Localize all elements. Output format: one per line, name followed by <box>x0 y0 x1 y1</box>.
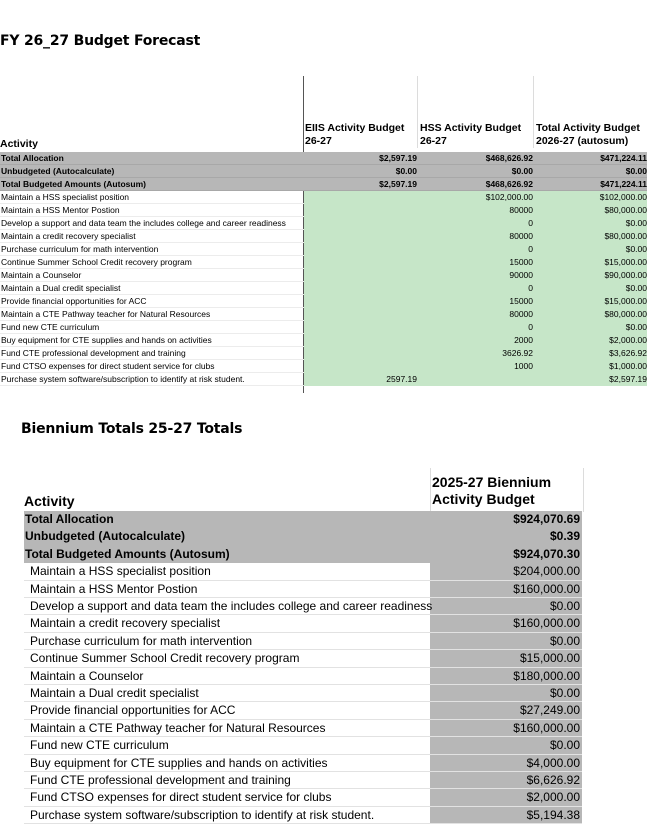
column-divider <box>417 76 418 148</box>
hss-value: 80000 <box>509 231 533 241</box>
activity-label: Fund CTSO expenses for direct student service for clubs <box>1 361 215 371</box>
activity-label: Provide financial opportunities for ACC <box>30 703 236 718</box>
hss-value: $102,000.00 <box>485 192 533 202</box>
activity-label: Maintain a HSS Mentor Postion <box>30 581 198 596</box>
activity-label: Provide financial opportunities for ACC <box>1 296 147 306</box>
activity-label: Maintain a HSS specialist position <box>30 564 211 579</box>
eiis-value: $2,597.19 <box>379 153 417 163</box>
budget-value: $5,194.38 <box>526 807 580 822</box>
hss-value: 1000 <box>514 361 533 371</box>
activity-label: Fund CTSO expenses for direct student service for clubs <box>30 790 332 805</box>
header-eiis <box>305 122 404 148</box>
budget-cell-fill <box>304 321 647 334</box>
budget-value: $160,000.00 <box>513 720 580 735</box>
header-eiis-line2: 26-27 <box>305 135 332 147</box>
activity-label: Maintain a credit recovery specialist <box>30 616 221 631</box>
table-row <box>0 347 647 360</box>
header-budget <box>432 474 551 508</box>
activity-label: Maintain a Dual credit specialist <box>30 686 199 700</box>
total-value: $80,000.00 <box>604 205 647 215</box>
table-row <box>24 737 582 754</box>
column-divider <box>533 76 534 148</box>
summary-row <box>0 178 647 191</box>
table-row <box>24 650 582 667</box>
table-row <box>24 755 582 772</box>
header-total-line1: Total Activity Budget <box>536 122 640 134</box>
header-eiis-line1: EIIS Activity Budget <box>305 122 405 134</box>
budget-cell-fill <box>304 256 647 269</box>
activity-label: Continue Summer School Credit recovery program <box>30 651 300 666</box>
total-value: $0.00 <box>625 283 647 293</box>
table-row <box>0 243 647 256</box>
activity-label: Purchase system software/subscription to identify at risk student. <box>1 374 245 384</box>
total-value: $102,000.00 <box>599 192 647 202</box>
summary-row <box>24 546 582 563</box>
summary-row <box>24 511 582 528</box>
budget-value: $160,000.00 <box>513 581 580 596</box>
hss-value: 80000 <box>509 309 533 319</box>
hss-value: 0 <box>528 244 533 254</box>
table-row <box>24 789 582 806</box>
activity-label: Total Budgeted Amounts (Autosum) <box>25 546 230 561</box>
activity-label: Develop a support and data team the includes college and career readiness <box>1 218 286 228</box>
activity-label: Purchase system software/subscription to identify at risk student. <box>30 807 375 822</box>
budget-value: $0.00 <box>549 599 580 613</box>
header-total <box>536 122 640 148</box>
summary-row <box>0 165 647 178</box>
table-row <box>24 702 582 719</box>
activity-label: Develop a support and data team the includes college and career readiness <box>30 599 433 613</box>
activity-label: Fund CTE professional development and training <box>30 773 291 787</box>
summary-row <box>24 528 582 545</box>
table-row <box>0 360 647 373</box>
header-hss-line2: 26-27 <box>420 135 447 147</box>
total-value: $15,000.00 <box>604 296 647 306</box>
hss-value: $0.00 <box>511 166 533 176</box>
table-row <box>0 308 647 321</box>
total-value: $3,626.92 <box>609 348 647 358</box>
total-value: $80,000.00 <box>604 231 647 241</box>
budget-cell-fill <box>304 308 647 321</box>
activity-label: Maintain a CTE Pathway teacher for Natural Resources <box>1 309 211 319</box>
hss-value: 90000 <box>509 270 533 280</box>
budget-value: $924,070.30 <box>513 546 580 561</box>
header-budget-line2: Activity Budget <box>432 491 535 507</box>
eiis-value: $2,597.19 <box>379 179 417 189</box>
hss-value: 0 <box>528 283 533 293</box>
table-row <box>0 321 647 334</box>
budget-cell-fill <box>304 373 647 386</box>
table-row <box>24 563 582 580</box>
total-value: $2,000.00 <box>609 335 647 345</box>
budget-cell-fill <box>304 269 647 282</box>
header-total-line2: 2026-27 (autosum) <box>536 135 629 147</box>
total-value: $80,000.00 <box>604 309 647 319</box>
table-row <box>24 633 582 650</box>
activity-label: Fund new CTE curriculum <box>1 322 100 332</box>
budget-cell-fill <box>304 191 647 204</box>
total-value: $1,000.00 <box>609 361 647 371</box>
budget-value: $2,000.00 <box>526 790 580 805</box>
activity-label: Purchase curriculum for math intervention <box>30 633 253 648</box>
activity-label: Maintain a Counselor <box>1 270 82 280</box>
budget-value: $27,249.00 <box>519 703 580 718</box>
budget-value: $0.00 <box>549 686 580 700</box>
table-row <box>0 269 647 282</box>
hss-value: 15000 <box>509 257 533 267</box>
budget-cell-fill <box>304 334 647 347</box>
hss-value: 0 <box>528 322 533 332</box>
budget-cell-fill <box>304 230 647 243</box>
activity-label: Unbudgeted (Autocalculate) <box>1 166 115 176</box>
activity-label: Total Allocation <box>25 512 114 526</box>
total-value: $2,597.19 <box>609 374 647 384</box>
table-row <box>24 668 582 685</box>
table-row <box>0 230 647 243</box>
header-budget-line1: 2025-27 Biennium <box>432 474 552 490</box>
biennium-title: Biennium Totals 25-27 Totals <box>21 421 243 437</box>
table-row <box>24 598 582 615</box>
activity-label: Maintain a Counselor <box>30 668 144 683</box>
table-row <box>0 282 647 295</box>
budget-value: $0.39 <box>549 529 580 544</box>
header-hss <box>420 122 521 148</box>
table-row <box>0 191 647 204</box>
table-row <box>0 256 647 269</box>
table-row <box>24 772 582 789</box>
activity-label: Buy equipment for CTE supplies and hands on activities <box>1 335 212 345</box>
budget-value: $15,000.00 <box>519 651 580 666</box>
activity-label: Maintain a CTE Pathway teacher for Natural Resources <box>30 720 326 735</box>
activity-label: Maintain a Dual credit specialist <box>1 283 121 293</box>
activity-label: Unbudgeted (Autocalculate) <box>25 529 186 544</box>
total-value: $0.00 <box>625 218 647 228</box>
budget-value: $6,626.92 <box>526 773 580 787</box>
activity-label: Total Budgeted Amounts (Autosum) <box>1 179 146 189</box>
forecast-title: FY 26_27 Budget Forecast <box>0 33 201 49</box>
eiis-value: $0.00 <box>395 166 417 176</box>
table-row <box>24 615 582 632</box>
activity-label: Fund new CTE curriculum <box>30 738 169 753</box>
activity-label: Maintain a HSS Mentor Postion <box>1 205 120 215</box>
budget-cell-fill <box>304 217 647 230</box>
table-row <box>24 581 582 598</box>
summary-row <box>0 152 647 165</box>
header-activity: Activity <box>24 493 75 509</box>
activity-label: Total Allocation <box>1 153 64 163</box>
budget-value: $204,000.00 <box>513 564 580 579</box>
header-hss-line1: HSS Activity Budget <box>420 122 522 134</box>
total-value: $0.00 <box>625 166 647 176</box>
table-row <box>0 204 647 217</box>
budget-value: $0.00 <box>549 633 580 648</box>
budget-cell-fill <box>304 295 647 308</box>
total-value: $15,000.00 <box>604 257 647 267</box>
hss-value: 15000 <box>509 296 533 306</box>
activity-label: Buy equipment for CTE supplies and hands on activities <box>30 755 328 770</box>
eiis-value: 2597.19 <box>386 374 417 384</box>
budget-value: $0.00 <box>549 738 580 753</box>
hss-value: 2000 <box>514 335 533 345</box>
activity-label: Fund CTE professional development and training <box>1 348 186 358</box>
hss-value: $468,626.92 <box>485 153 533 163</box>
total-value: $0.00 <box>625 322 647 332</box>
table-row <box>0 295 647 308</box>
budget-cell-fill <box>304 282 647 295</box>
activity-label: Continue Summer School Credit recovery program <box>1 257 192 267</box>
activity-label: Maintain a credit recovery specialist <box>1 231 136 241</box>
table-row <box>0 334 647 347</box>
table-row <box>0 373 647 386</box>
budget-value: $924,070.69 <box>513 512 580 526</box>
total-value: $471,224.11 <box>600 153 647 163</box>
table-row <box>24 720 582 737</box>
budget-value: $160,000.00 <box>513 616 580 631</box>
hss-value: 3626.92 <box>502 348 533 358</box>
table-row <box>24 685 582 702</box>
total-value: $0.00 <box>625 244 647 254</box>
budget-cell-fill <box>304 204 647 217</box>
activity-label: Purchase curriculum for math intervention <box>1 244 159 254</box>
table-row <box>24 807 582 824</box>
biennium-table <box>24 468 584 828</box>
budget-cell-fill <box>304 347 647 360</box>
forecast-table <box>0 76 647 390</box>
activity-label: Maintain a HSS specialist position <box>1 192 130 202</box>
total-value: $90,000.00 <box>604 270 647 280</box>
budget-cell-fill <box>304 360 647 373</box>
hss-value: $468,626.92 <box>485 179 533 189</box>
budget-cell-fill <box>304 243 647 256</box>
total-value: $471,224.11 <box>600 179 647 189</box>
budget-value: $180,000.00 <box>513 668 580 683</box>
hss-value: 80000 <box>509 205 533 215</box>
header-activity: Activity <box>0 138 38 150</box>
hss-value: 0 <box>528 218 533 228</box>
budget-value: $4,000.00 <box>526 755 580 770</box>
table-row <box>0 217 647 230</box>
